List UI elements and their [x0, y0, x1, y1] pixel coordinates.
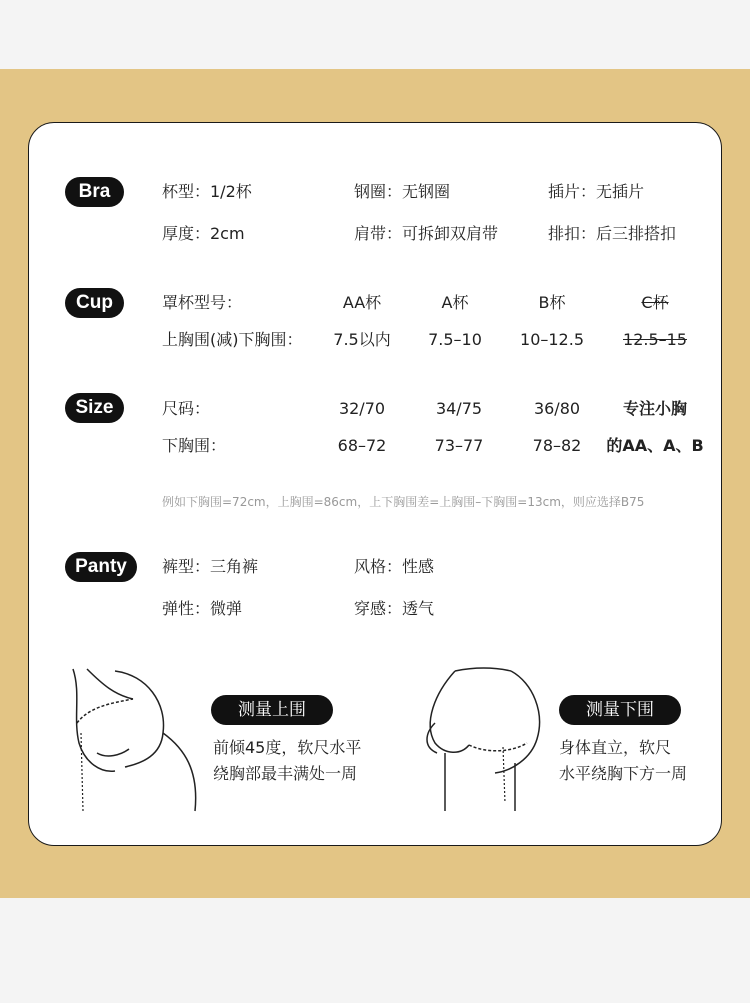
cup-size-a: A杯: [441, 293, 469, 312]
panty-style: 风格：性感: [354, 557, 435, 576]
bra-wire: 钢圈：无钢圈: [354, 182, 451, 201]
upper-measure-illustration: [67, 663, 207, 813]
bra-strap: 肩带：可拆卸双肩带: [354, 224, 499, 243]
size-under-75: 73–77: [434, 436, 484, 455]
upper-measure-title: 测量上围: [211, 695, 333, 725]
bra-cup-type: 杯型：1/2杯: [162, 182, 252, 201]
cup-section-badge: Cup: [65, 288, 124, 318]
panty-elastic: 弹性：微弹: [162, 599, 243, 618]
panty-section-badge: Panty: [65, 552, 137, 582]
size-code-80: 36/80: [533, 399, 581, 418]
size-under-label: 下胸围：: [162, 436, 227, 455]
panty-type: 裤型：三角裤: [162, 557, 259, 576]
bra-clasp: 排扣：后三排搭扣: [548, 224, 677, 243]
size-section-badge: Size: [65, 393, 124, 423]
panty-feel: 穿感：透气: [354, 599, 435, 618]
lower-measure-illustration: [415, 663, 555, 813]
size-code-70: 32/70: [338, 399, 386, 418]
lower-measure-line2: 水平绕胸下方一周: [559, 764, 688, 783]
cup-header-label: 罩杯型号：: [162, 293, 243, 312]
size-focus-line2: 的AA、A、B: [606, 436, 704, 455]
size-focus-line1: 专注小胸: [622, 399, 688, 418]
bra-insert: 插片：无插片: [548, 182, 645, 201]
bra-section-badge: Bra: [65, 177, 124, 207]
lower-measure-line1: 身体直立，软尺: [559, 738, 672, 757]
lower-measure-title: 测量下围: [559, 695, 681, 725]
size-example-note: 例如下胸围=72cm，上胸围=86cm，上下胸围差=上胸围–下胸围=13cm，则应选择B75: [162, 495, 645, 509]
size-under-70: 68–72: [337, 436, 387, 455]
cup-size-b: B杯: [538, 293, 566, 312]
cup-size-aa: AA杯: [342, 293, 382, 312]
cup-size-c: C杯: [641, 293, 669, 312]
size-under-80: 78–82: [532, 436, 582, 455]
cup-range-c: 12.5–15: [623, 330, 687, 349]
upper-measure-line2: 绕胸部最丰满处一周: [213, 764, 358, 783]
cup-diff-label: 上胸围(减)下胸围：: [162, 330, 303, 349]
bra-thickness: 厚度：2cm: [162, 224, 245, 243]
cup-range-aa: 7.5以内: [333, 330, 391, 349]
size-code-75: 34/75: [435, 399, 483, 418]
size-code-label: 尺码：: [162, 399, 211, 418]
cup-range-a: 7.5–10: [428, 330, 482, 349]
size-info-card: [28, 122, 722, 846]
upper-measure-line1: 前倾45度，软尺水平: [213, 738, 362, 757]
cup-range-b: 10–12.5: [520, 330, 584, 349]
